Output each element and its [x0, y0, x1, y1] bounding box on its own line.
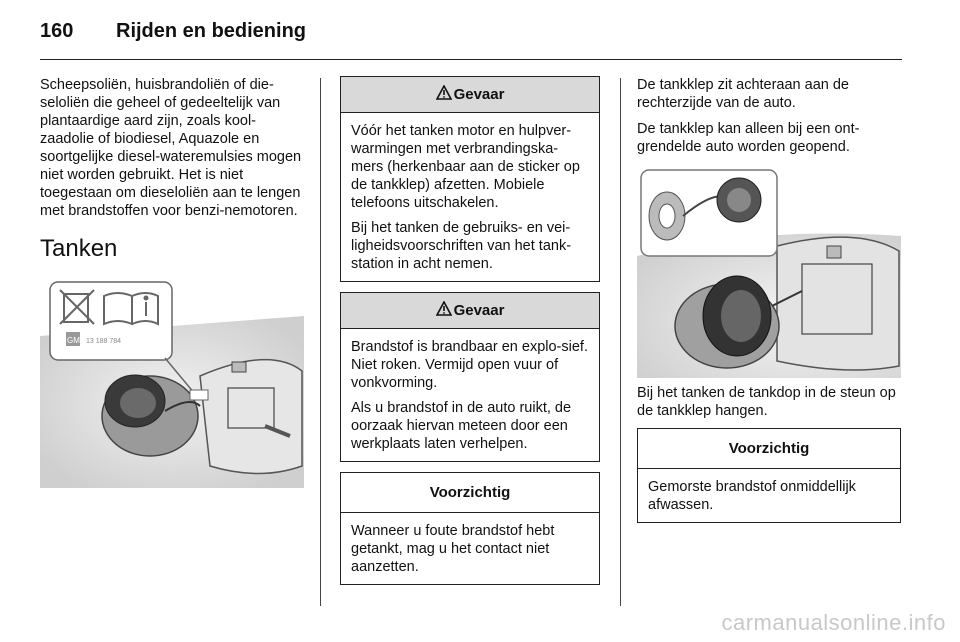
warning-triangle-icon — [436, 301, 452, 321]
fuel-cap-figure — [637, 166, 901, 378]
danger-box-1-title: Gevaar — [453, 85, 505, 103]
danger-box-2-header — [341, 293, 599, 329]
column-2 — [340, 76, 600, 595]
watermark: carmanualsonline.info — [721, 610, 946, 635]
header-rule — [40, 59, 902, 60]
danger-box-1 — [340, 76, 600, 282]
caution-box-1 — [340, 472, 600, 585]
danger-box-2-title: Gevaar — [453, 301, 505, 319]
column-divider-1 — [320, 78, 321, 606]
danger-box-2-text-2: Als u brandstof in de auto ruikt, de oorzaak hiervan meteen door een werkplaats laten verhelpen. — [351, 400, 572, 452]
danger-box-2 — [340, 292, 600, 462]
col3-paragraph-1: De tankklep zit achteraan aan de rechterzijde van de auto. — [637, 77, 849, 111]
caution-box-2-text: Gemorste brandstof onmiddellijk afwassen. — [648, 479, 856, 513]
caution-box-2 — [637, 428, 901, 523]
col3-paragraph-3: Bij het tanken de tankdop in de steun op de tankklep hangen. — [637, 385, 896, 419]
page-title: Rijden en bediening — [116, 20, 307, 42]
caution-box-1-text: Wanneer u foute brandstof hebt getankt, mag u het contact niet aanzetten. — [351, 523, 555, 575]
fuel-flap-illustration — [40, 276, 304, 488]
danger-box-2-text-1: Brandstof is brandbaar en explo-sief. Niet roken. Vermijd open vuur of vonkvorming. — [351, 339, 588, 391]
column-divider-2 — [620, 78, 621, 606]
page-number: 160 — [40, 20, 74, 42]
danger-box-1-text-1: Vóór het tanken motor en hulpver-warmingen met verbrandingska-mers (herkenbaar aan de sticker op de tankklep) afzetten. Mobiele telefoons uitschakelen. — [351, 123, 580, 211]
column-1 — [40, 76, 304, 488]
intro-paragraph: Scheepsoliën, huisbrandoliën of die-seloliën die geheel of gedeeltelijk van plantaardige aard zijn, zoals kool-zaadolie of biodiesel, Aquazole en soortgelijke diesel-wateremulsies mogen niet worden gebruikt. Het is niet toegestaan om dieseloliën aan te lengen met brandstoffen voor benzi-nemotoren. — [40, 77, 302, 219]
col3-paragraph-2: De tankklep kan alleen bij een ont-grendelde auto worden geopend. — [637, 121, 860, 155]
fuel-flap-sticker-figure — [40, 276, 304, 488]
section-title: Tanken — [40, 235, 118, 262]
sticker-logo: GM — [67, 336, 80, 345]
page-header — [40, 20, 306, 48]
danger-box-1-header — [341, 77, 599, 113]
sticker-code: 13 188 784 — [86, 338, 122, 345]
caution-box-2-title: Voorzichtig — [638, 429, 900, 469]
caution-box-1-title: Voorzichtig — [341, 473, 599, 513]
danger-box-1-text-2: Bij het tanken de gebruiks- en vei-ligheidsvoorschriften van het tank-station in acht nemen. — [351, 220, 572, 272]
fuel-cap-illustration — [637, 166, 901, 378]
column-3 — [637, 76, 901, 533]
warning-triangle-icon — [436, 85, 452, 105]
